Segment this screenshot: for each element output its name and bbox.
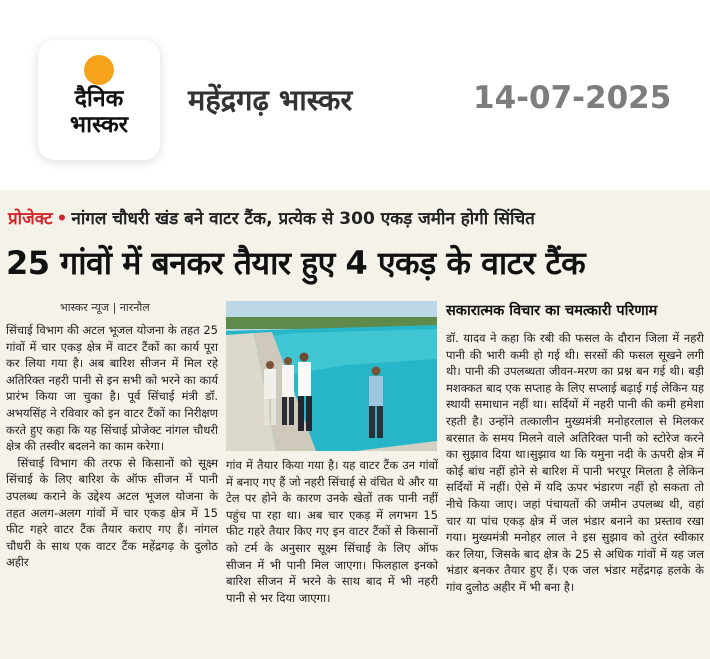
article-kicker <box>8 206 535 229</box>
article-column-1 <box>6 322 218 571</box>
article-headline: 25 गांवों में बनकर तैयार हुए 4 एकड़ के वाटर टैंक <box>6 244 586 282</box>
logo-line2: भास्कर <box>69 112 129 138</box>
kicker-text: नांगल चौधरी खंड बने वाटर टैंक, प्रत्येक से 300 एकड़ जमीन होगी सिंचित <box>71 209 535 229</box>
logo-wordmark <box>50 86 148 138</box>
edition-date: 14-07-2025 <box>473 80 672 116</box>
sun-logo-icon <box>84 55 114 85</box>
logo-line1: दैनिक <box>74 86 124 112</box>
kicker-tag: प्रोजेक्ट <box>8 209 53 229</box>
article-column-2: गांव में तैयार किया गया है। यह वाटर टैंक उन गांवों में बनाए गए हैं जो नहरी सिंचाई से वंचित थे और या टेल पर होने के कारण उनके खेतों तक पानी नहीं पहुंच पा रहा था। अब चार एकड़ में लगभग 15 फीट गहरे तैयार किए गए इन वाटर टैंकों से किसानों को टर्म के अनुसार सूक्ष्म सिंचाई के लिए ऑफ सीजन में भी पानी मिल जाएगा। फिलहाल इनको बारिश सीजन में भरने के साथ बाद में भी नहरी पानी से भर दिया जाएगा। <box>226 458 438 605</box>
edition-title: महेंद्रगढ़ भास्कर <box>188 83 353 117</box>
article-photo <box>226 301 437 451</box>
kicker-bullet-icon: • <box>56 209 68 229</box>
article-byline: भास्कर न्यूज | नारनौल <box>60 301 150 314</box>
section-subhead: सकारात्मक विचार का चमत्कारी परिणाम <box>446 303 658 319</box>
article-column-3: डॉ. यादव ने कहा कि रबी की फसल के दौरान जिला में नहरी पानी की भारी कमी हो गई थी। सरसों की फसल सूखने लगी थी। पानी की उपलब्धता जीवन-मरण का प्रश्न बन गई थी। बड़ी मशक्कत बाद एक सप्ताह के लिए सप्लाई बढ़ाई गई लेकिन यह स्थायी समाधान नहीं था। सर्दियों में नहरी पानी की कमी हमेशा रहती है। उन्होंने तत्कालीन मुख्यमंत्री मनोहरलाल से मिलकर बरसात के समय मिलने वाले अतिरिक्त पानी को स्टोरेज करने का सुझाव दिया था।सुझाव था कि यमुना नदी के ऊपरी क्षेत्र में कोई बांध नहीं होने से बारिश में पानी भरपूर मिलता है लेकिन सर्दियों में नहीं। ऐसे में यदि ऊपर भंडारण नहीं हो सकता तो नीचे किया जाए। जहां पंचायतों की जमीन उपलब्ध थी, वहां चार या पांच एकड़ क्षेत्र में जल भंडार बनाने का प्रस्ताव रखा गया। मुख्यमंत्री मनोहर लाल ने इस सुझाव को तुरंत स्वीकार कर लिया, जिसके बाद क्षेत्र के 25 से अधिक गांवों में यह जल भंडार बनकर तैयार हुए हैं। एक जल भंडार महेंद्रगढ़ हलके के गांव दुलोठ अहीर में भी बना है। <box>446 331 704 594</box>
column-1-paragraph-2: सिंचाई विभाग की तरफ से किसानों को सूक्ष्म सिंचाई के लिए बारिश के ऑफ सीजन में पानी उपलब्ध कराने के उद्देश्य अटल भूजल योजना के तहत अलग-अलग गांवों में चार एकड़ क्षेत्र में 15 फीट गहरे वाटर टैंक तैयार कराए गए हैं। नांगल चौधरी के साथ एक वाटर टैंक महेंद्रगढ़ के दुलोठ अहीर <box>6 455 218 570</box>
column-1-paragraph-1: सिंचाई विभाग की अटल भूजल योजना के तहत 25 गांवों में चार एकड़ क्षेत्र में वाटर टैंकों का कार्य पूरा कर लिया गया है। अब बारिश सीजन में मिल रहे अतिरिक्त नहरी पानी से इन सभी को भरने का कार्य प्रारंभ किया जा चुका है। पूर्व सिंचाई मंत्री डॉ. अभयसिंह ने रविवार को इन वाटर टैंकों का निरीक्षण करते हुए कहा कि यह सिंचाई प्रोजेक्ट नांगल चौधरी क्षेत्र की तस्वीर बदलने का काम करेगा। <box>6 323 218 454</box>
